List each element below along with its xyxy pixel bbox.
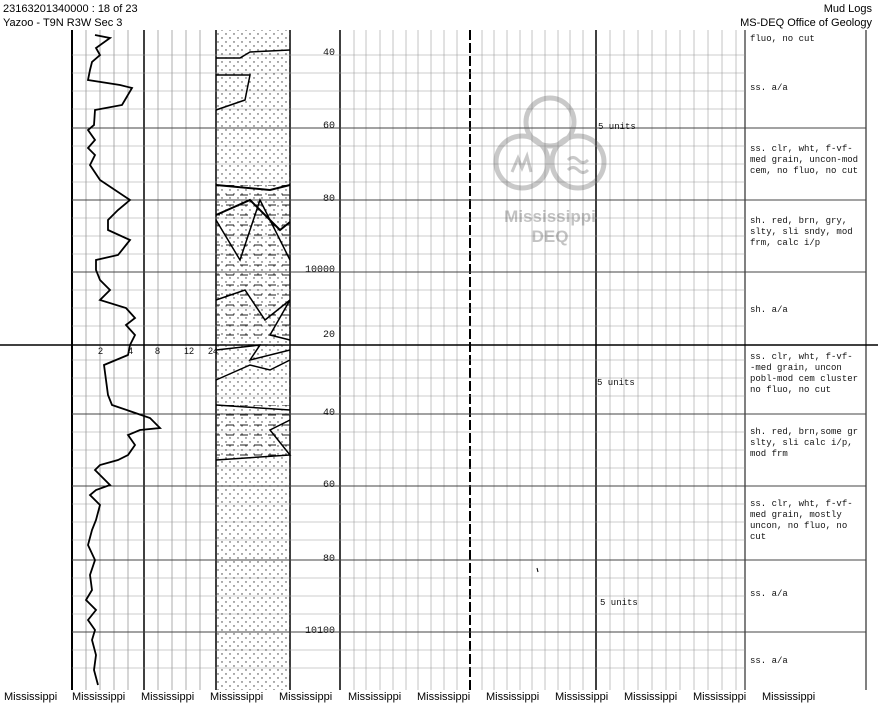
lithology-description: ss. a/a xyxy=(750,83,788,93)
footer-strip xyxy=(0,690,878,705)
lithology-description: ss. clr, wht, f-vf- med grain, uncon-mod cem, no fluo, no cut xyxy=(750,144,859,176)
footer-label: Mississippi xyxy=(348,691,402,703)
depth-label: 60 xyxy=(322,121,335,132)
lithology-description: ss. a/a xyxy=(750,656,788,666)
gas-units-label: 5 units xyxy=(597,378,635,388)
depth-label: 80 xyxy=(322,554,335,565)
lithology-description: sh. red, brn,some gr slty, sli calc i/p, mod frm xyxy=(750,427,859,459)
lithology-description: ss. clr, wht, f-vf- -med grain, uncon pobl-mod cem cluster no fluo, no cut xyxy=(750,352,859,395)
footer-label: Mississippi xyxy=(417,691,471,703)
footer-label: Mississippi xyxy=(4,691,58,703)
location-label: Yazoo - T9N R3W Sec 3 xyxy=(3,17,123,29)
gas-units-label: 5 units xyxy=(600,598,638,608)
depth-label: 40 xyxy=(322,48,335,59)
document-id: 23163201340000 : 18 of 23 xyxy=(3,3,138,15)
depth-label: 10100 xyxy=(304,626,335,637)
depth-label: 40 xyxy=(322,408,335,419)
footer-label: Mississippi xyxy=(693,691,747,703)
lithology-description: sh. red, brn, gry, slty, sli sndy, mod frm, calc i/p xyxy=(750,216,853,248)
lithology-description: sh. a/a xyxy=(750,305,788,315)
lithology-description: ss. a/a xyxy=(750,589,788,599)
footer-label: Mississippi xyxy=(72,691,126,703)
depth-label: 80 xyxy=(322,194,335,205)
footer-label: Mississippi xyxy=(555,691,609,703)
scale-label: 4 xyxy=(128,346,134,356)
depth-label: 10000 xyxy=(304,265,335,276)
deq-logo-icon xyxy=(490,92,610,202)
document-type: Mud Logs xyxy=(823,3,872,15)
footer-label: Mississippi xyxy=(762,691,816,703)
depth-label: 20 xyxy=(322,330,335,341)
mississippi-deq-watermark xyxy=(490,92,610,262)
scale-label: 12 xyxy=(184,346,195,356)
lithology-description: fluo, no cut xyxy=(750,34,815,44)
watermark-line1: Mississippi xyxy=(504,207,596,226)
footer-label: Mississippi xyxy=(141,691,195,703)
footer-label: Mississippi xyxy=(210,691,264,703)
gas-units-label: 5 units xyxy=(598,122,636,132)
footer-label: Mississippi xyxy=(279,691,333,703)
watermark-line2: DEQ xyxy=(531,227,569,246)
footer-label: Mississippi xyxy=(486,691,540,703)
scale-label: 2 xyxy=(98,346,104,356)
office-label: MS-DEQ Office of Geology xyxy=(740,17,872,29)
footer-label: Mississippi xyxy=(624,691,678,703)
scale-label: 8 xyxy=(155,346,161,356)
lithology-description: ss. clr, wht, f-vf- med grain, mostly uncon, no fluo, no cut xyxy=(750,499,853,542)
scale-label: 24 xyxy=(208,346,219,356)
depth-label: 60 xyxy=(322,480,335,491)
